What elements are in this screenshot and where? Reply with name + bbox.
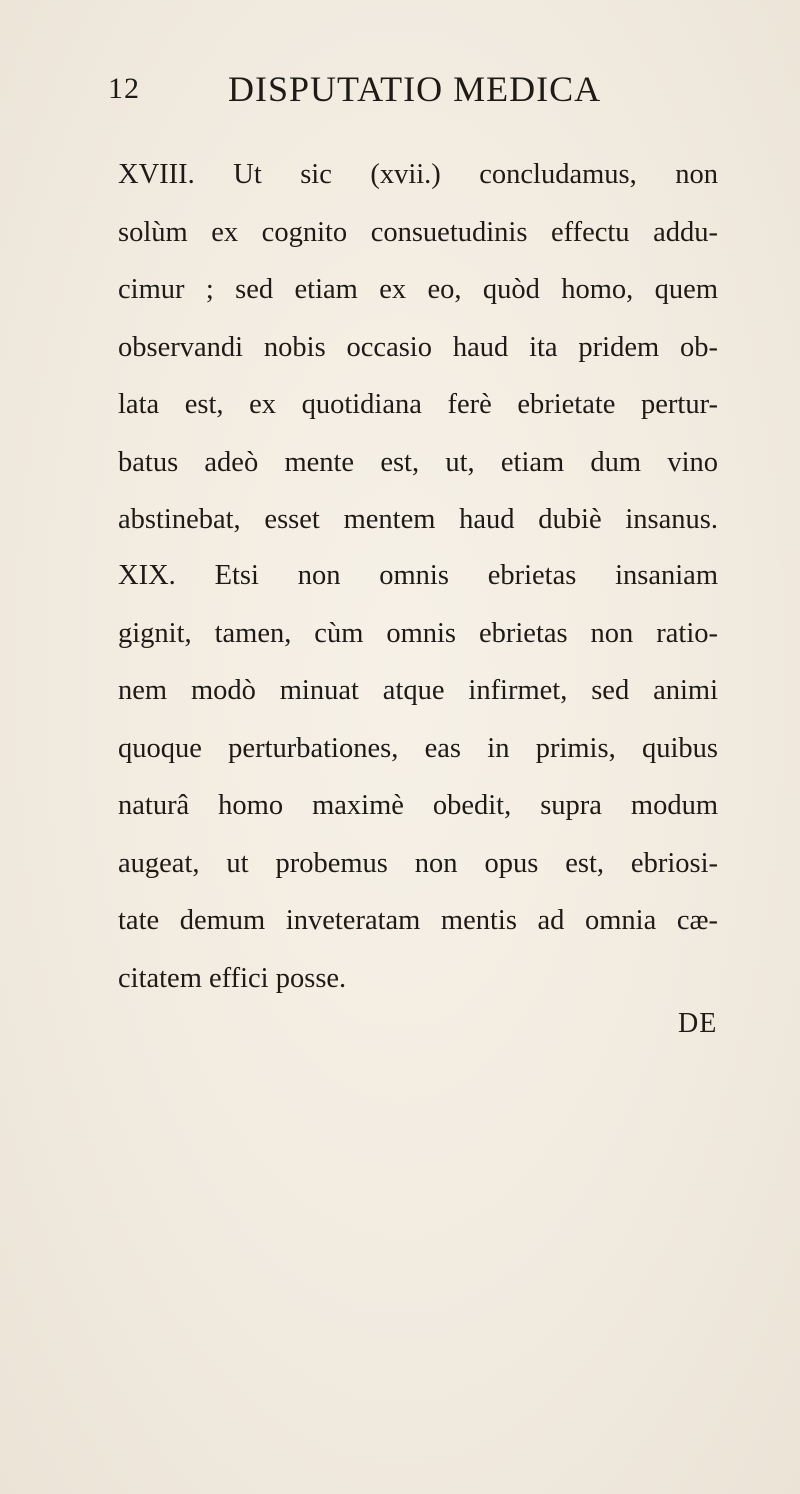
text-line: lata est, ex quotidiana ferè ebrietate pertur- [118, 389, 718, 420]
text-line: XIX. Etsi non omnis ebrietas insaniam [118, 560, 718, 591]
text-line: citatem effici posse. [118, 962, 347, 994]
text-line: abstinebat, esset mentem haud dubiè insanus. [118, 504, 718, 535]
text-line: nem modò minuat atque infirmet, sed animi [118, 675, 718, 706]
text-line: observandi nobis occasio haud ita pridem ob- [118, 331, 718, 363]
text-line: quoque perturbationes, eas in primis, quibus [118, 732, 718, 764]
text-line: tate demum inveteratam mentis ad omnia cæ- [118, 905, 718, 936]
running-title: DISPUTATIO MEDICA [228, 69, 602, 109]
text-line: batus adeò mente est, ut, etiam dum vino [118, 446, 718, 478]
catchword: DE [678, 1008, 718, 1039]
text-line: solùm ex cognito consuetudinis effectu addu- [118, 216, 718, 248]
text-line: naturâ homo maximè obedit, supra modum [118, 790, 718, 821]
paragraph-xviii [118, 146, 718, 549]
text-line: cimur ; sed etiam ex eo, quòd homo, quem [118, 274, 718, 305]
text-line: gignit, tamen, cùm omnis ebrietas non ratio- [118, 617, 718, 649]
page-number: 12 [108, 72, 140, 105]
paragraph-xix [118, 547, 718, 1007]
text-line: augeat, ut probemus non opus est, ebriosi- [118, 847, 718, 879]
text-line: XVIII. Ut sic (xvii.) concludamus, non [118, 159, 718, 190]
